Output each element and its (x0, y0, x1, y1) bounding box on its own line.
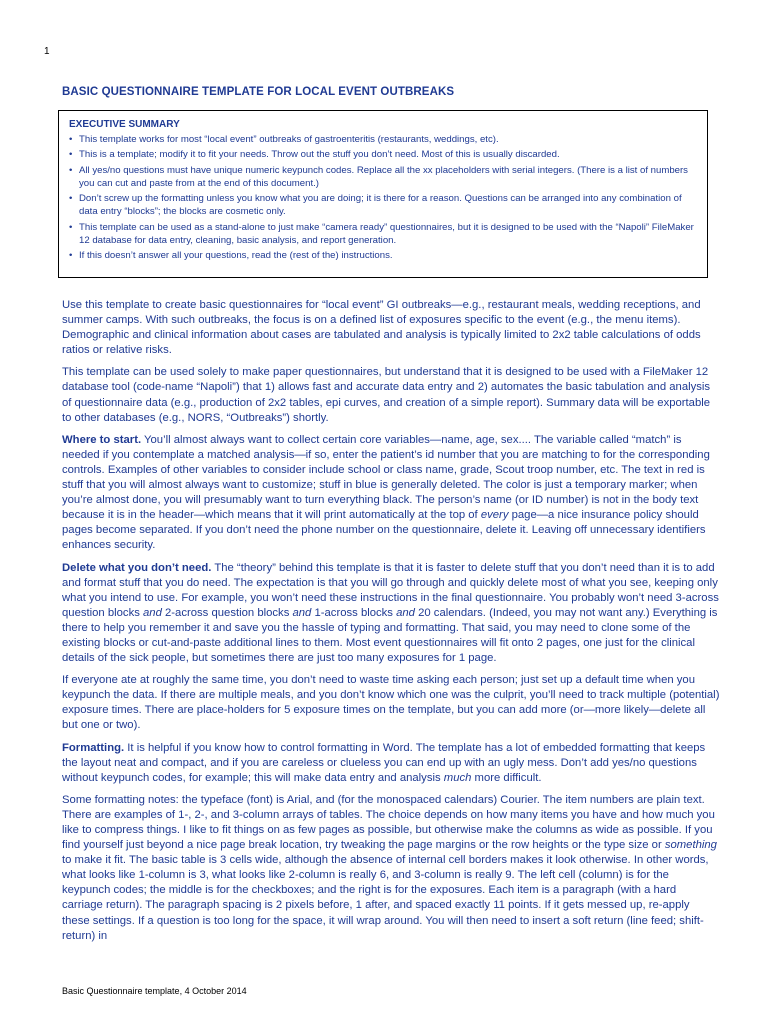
emphasis: something (664, 839, 717, 852)
summary-item (67, 192, 699, 219)
bullet-icon: • (69, 134, 73, 145)
document-body (62, 298, 720, 951)
emphasis: and (143, 606, 162, 619)
page-footer: Basic Questionnaire template, 4 October 2014 (62, 986, 247, 996)
paragraph-text: Some formatting notes: the typeface (font) is Arial, and (for the monospaced calendars) Courier. The item numbers are plain text. There are examples of 1-, 2-, and 3-column arrays of tables. The choice depends on how many items you have and how much you like to compress things. I like to fit things on as few pages as possible, but otherwise make the columns as wide as possible. If you find yourself just beyond a nice page break location, try tweaking the page margins or the row heights or the type size or (62, 793, 715, 852)
paragraph-delete (62, 561, 720, 667)
executive-summary-box (58, 110, 708, 278)
paragraph-text: more difficult. (471, 771, 542, 784)
page-number: 1 (44, 46, 50, 57)
paragraph-text: to make it fit. The basic table is 3 cells wide, although the absence of internal cell borders makes it look otherwise. In other words, what looks like 1-column is 3, what looks like 2-column is really 6, and 3-column is really 9. The left cell (column) is for the keypunch codes; the middle is for the checkboxes; and the right is for the exposures. Each item is a paragraph (with a hard carriage return). The paragraph spacing is 2 pixels before, 1 after, and spaced exactly 11 points. If it gets messed up, re-apply these settings. If a question is too long for the space, it will wrap around. You will then need to insert a soft return (line feed; shift-return) in (62, 854, 709, 942)
emphasis: much (443, 771, 472, 784)
bullet-icon: • (69, 193, 73, 205)
summary-item (67, 148, 699, 161)
formatting-heading: Formatting. (62, 741, 125, 754)
paragraph-text: The “theory” behind this template is that it is faster to delete stuff that you don’t need than it is to add and format stuff that you do need. The expectation is that you will go through and quickly delete most of what you see, keeping only what you intend to use. For example, you won’t need these instructions in the final questionnaire. You probably won’t need 3-across question blocks (62, 561, 719, 619)
paragraph-text: It is helpful if you know how to control formatting in Word. The template has a lot of embedded formatting that keeps the layout neat and compact, and if you are careless or clueless you can end up with an ugly mess. Don’t add yes/no questions without keypunch codes, for example; this will make data entry and analysis (62, 741, 706, 784)
paragraph-text: You’ll almost always want to collect certain core variables—name, age, sex.... The variable called “match” is needed if you contemplate a matched analysis—if so, enter the patient’s id number that you are matching to for the corresponding controls. Examples of other variables to consider include school or class name, grade, Scout troop number, etc. The text in red is stuff that you will almost always want to customize; stuff in blue is generally deleted. The color is just a temporary marker; when you’re almost done, you will presumably want to turn everything black. The person’s name (or ID number) is not in the body text because it is in the header—which means that it will print automatically at the top of (62, 433, 710, 522)
where-to-start-heading: Where to start. (62, 433, 142, 446)
paragraph-where-to-start (62, 433, 720, 554)
executive-summary-list (67, 133, 699, 263)
document-title: BASIC QUESTIONNAIRE TEMPLATE FOR LOCAL EVENT OUTBREAKS (62, 86, 455, 98)
summary-item-text: This template can be used as a stand-alone to just make “camera ready” questionnaires, but it is designed to be used with the “Napoli” FileMaker 12 database for data entry, cleaning, basic analysis, and report generation. (79, 221, 694, 247)
summary-item (67, 133, 699, 146)
summary-item-text: If this doesn’t answer all your questions, read the (rest of the) instructions. (79, 250, 393, 262)
paragraph-intro: Use this template to create basic questionnaires for “local event” GI outbreaks—e.g., restaurant meals, wedding receptions, and summer camps. With such outbreaks, the focus is on a defined list of exposures specific to the event (e.g., the menu items). Demographic and clinical information about cases are tabulated and analysis is typically limited to 2x2 table calculations of odds ratios or relative risks. (62, 299, 701, 357)
bullet-icon: • (69, 149, 73, 161)
paragraph-formatting-notes (62, 793, 720, 944)
paragraph-text: 20 calendars. (Indeed, you may not want any.) Everything is there to help you remember it and save you the hassle of typing and formatting. That said, you may need to clone some of the existing blocks or cut-and-paste additional lines to them. Most event questionnaires will fit onto 2 pages, one just for the clinical details of the sick people, but sometimes there are just too many exposures for 1 page. (62, 606, 718, 665)
emphasis: and (292, 606, 312, 619)
paragraph-formatting (62, 741, 720, 786)
summary-item (67, 221, 699, 248)
paragraph-meal-times: If everyone ate at roughly the same time, you don’t need to waste time asking each person; just set up a default time when you keypunch the data. If there are multiple meals, and you don’t know which one was the culprit, you’ll need to track multiple (potential) exposure times. There are place-holders for 5 exposure times on the template, but you can add more (or—more likely—delete all but one or two). (62, 674, 720, 732)
summary-item-text: Don’t screw up the formatting unless you know what you are doing; it is there for a reason. Questions can be arranged into any combination of data entry “blocks”; the blocks are cosmetic only. (79, 193, 682, 218)
emphasis: and (396, 606, 415, 619)
paragraph-text: page—a nice insurance policy should pages become separated. If you don’t need the phone number on the questionnaire, delete it. Leaving off unnecessary identifiers enhances security. (62, 509, 706, 552)
paragraph-text: 1-across blocks (311, 606, 397, 619)
delete-heading: Delete what you don’t need. (62, 561, 212, 574)
bullet-icon: • (69, 221, 73, 233)
summary-item-text: This is a template; modify it to fit your needs. Throw out the stuff you don’t need. Most of this is usually discarded. (79, 149, 560, 161)
paragraph-napoli: This template can be used solely to make paper questionnaires, but understand that it is designed to be used with a FileMaker 12 database tool (code-name “Napoli”) that 1) allows fast and accurate data entry and 2) automates the basic tabulation and analysis of questionnaire data (e.g., production of 2x2 tables, epi curves, and creation of a simple report). Summary data will be exportable to other databases (e.g., NORS, “Outbreaks”) shortly. (62, 366, 711, 424)
paragraph-text: 2-across question blocks (161, 606, 293, 619)
summary-item-text: This template works for most “local event” outbreaks of gastroenteritis (restaurants, weddings, etc). (79, 134, 499, 145)
bullet-icon: • (69, 250, 73, 262)
summary-item (67, 164, 699, 191)
executive-summary-heading: EXECUTIVE SUMMARY (69, 119, 180, 130)
summary-item (67, 249, 699, 262)
emphasis: every (480, 509, 509, 522)
bullet-icon: • (69, 164, 73, 176)
summary-item-text: All yes/no questions must have unique numeric keypunch codes. Replace all the xx placeholders with serial integers. (There is a list of numbers you can cut and paste from at the end of this document.) (79, 164, 688, 189)
